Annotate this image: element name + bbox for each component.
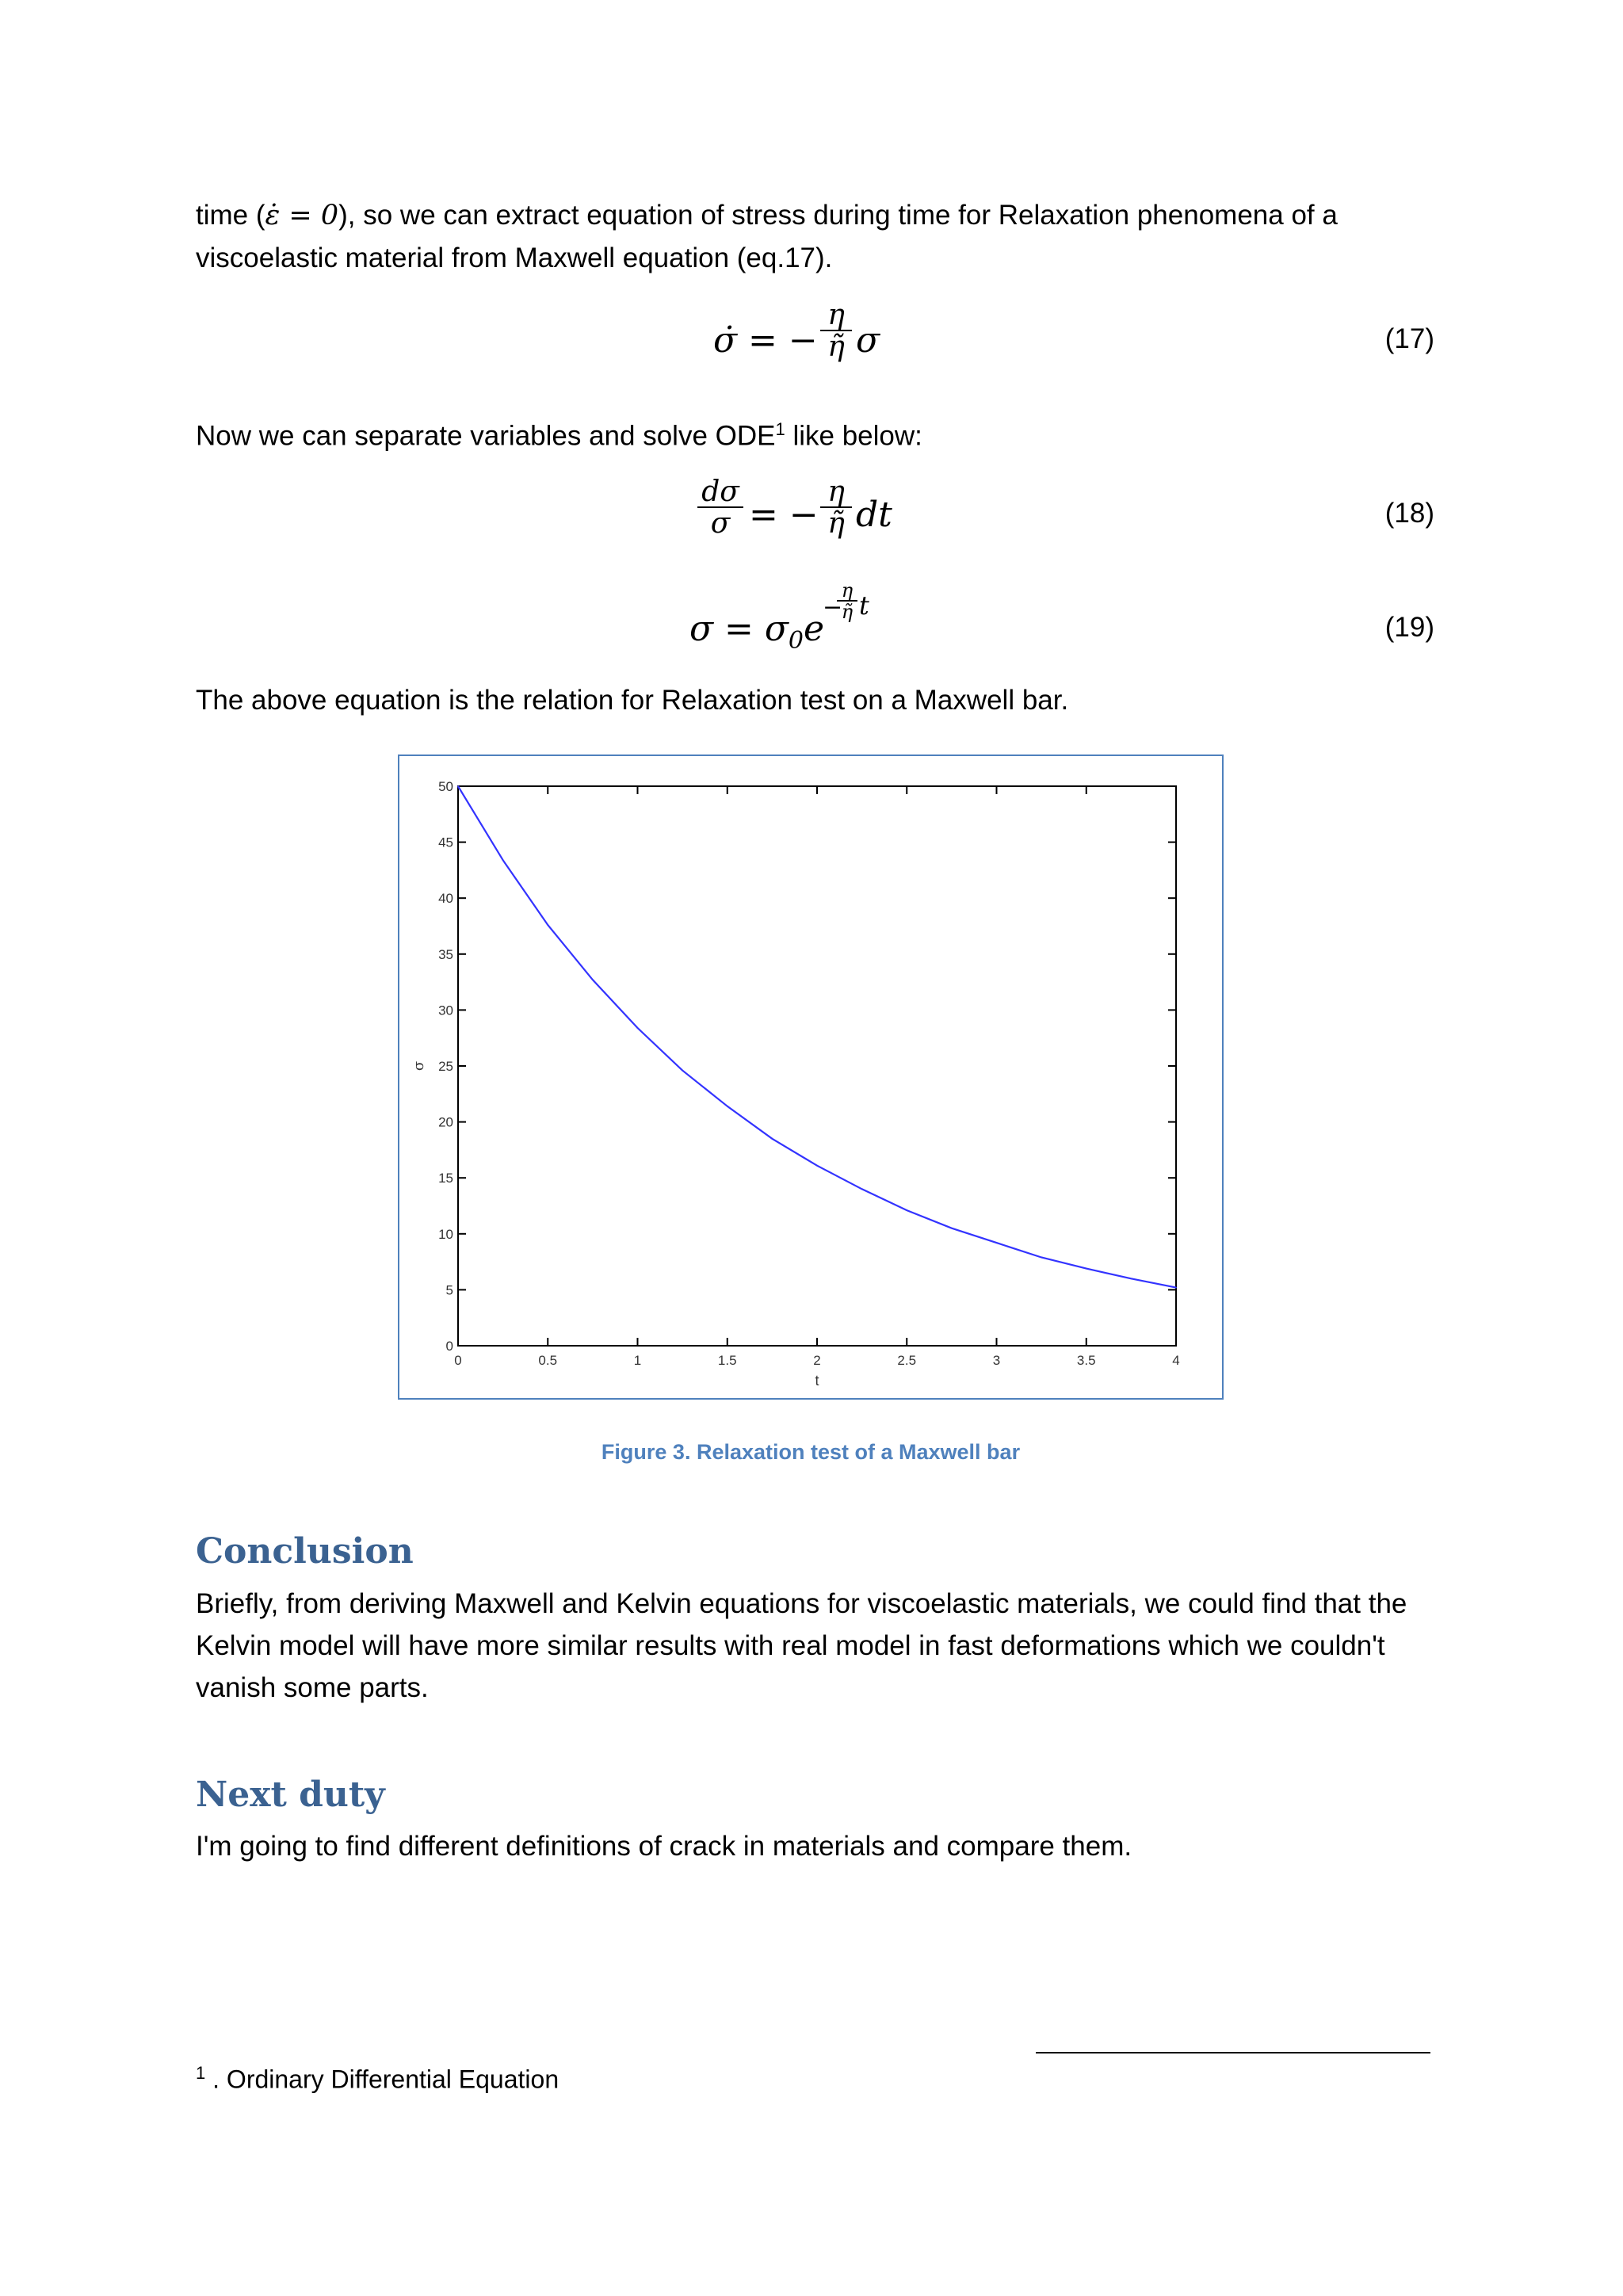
y-tick-label: 20 — [438, 1114, 453, 1130]
eq19-exp-numerator: η — [841, 579, 854, 602]
data-point — [1041, 1257, 1042, 1259]
x-tick-label: 0 — [454, 1353, 462, 1368]
data-point — [682, 1070, 683, 1072]
eq19-exp-sign: − — [823, 594, 843, 621]
eq18-rhs: dt — [856, 495, 892, 535]
data-point — [861, 1189, 863, 1190]
eq17-fraction — [820, 301, 852, 361]
eq17-denominator: η̃ — [820, 330, 852, 361]
y-tick-label: 10 — [438, 1226, 453, 1242]
eq17-numerator: η — [827, 299, 845, 331]
footnote-separator — [1036, 2052, 1430, 2053]
x-axis-label: t — [815, 1373, 819, 1389]
data-point — [1131, 1278, 1132, 1279]
eq17-number: (17) — [1384, 323, 1434, 354]
y-tick-label: 35 — [438, 946, 453, 962]
data-point — [951, 1228, 953, 1229]
conclusion-line-2: Kelvin model will have more similar results with real model in fast deformations which we couldn't — [196, 1630, 1385, 1661]
footnote-ref: 1 — [775, 419, 785, 439]
x-tick-label: 1.5 — [717, 1353, 737, 1368]
data-point — [502, 859, 504, 861]
y-tick-label: 15 — [438, 1171, 453, 1186]
eq19-lhs: $\sigma = \sigma_0e$ — [689, 609, 825, 655]
data-point — [1175, 1287, 1177, 1289]
y-tick-label: 0 — [445, 1339, 453, 1354]
intro-paragraph — [196, 194, 1432, 279]
data-point — [772, 1138, 773, 1140]
conclusion-line-1: Briefly, from deriving Maxwell and Kelvin equations for viscoelastic materials, we could find that the — [196, 1588, 1407, 1619]
next-duty-text: I'm going to find different definitions of crack in materials and compare them. — [196, 1831, 1132, 1862]
y-tick-label: 40 — [438, 891, 453, 907]
eq18-right-numerator: η — [827, 476, 845, 508]
data-point — [547, 924, 548, 926]
eq17-rhs: σ — [856, 320, 880, 361]
data-point — [906, 1209, 907, 1211]
footnote — [196, 2063, 559, 2095]
x-tick-label: 2.5 — [897, 1353, 917, 1368]
figure-frame — [398, 755, 1224, 1400]
y-tick-label: 50 — [438, 779, 453, 794]
eq18-number: (18) — [1384, 498, 1434, 529]
x-tick-label: 3.5 — [1076, 1353, 1096, 1368]
y-tick-label: 30 — [438, 1003, 453, 1018]
data-point — [996, 1242, 998, 1244]
footnote-mark: 1 — [196, 2063, 206, 2083]
data-point — [1086, 1268, 1087, 1270]
eq19-exp-denominator: η̃ — [837, 600, 857, 621]
y-tick-label: 45 — [438, 835, 453, 850]
relaxation-chart — [399, 756, 1222, 1398]
intro-line-1: time (ε̇ = 0), so we can extract equation of stress during time for Relaxation phenomena of a — [196, 200, 1338, 231]
data-point — [457, 785, 459, 787]
data-point — [816, 1165, 818, 1167]
eq18-left-numerator: dσ — [701, 476, 739, 508]
figure-caption: Figure 3. Relaxation test of a Maxwell bar — [601, 1440, 1021, 1464]
x-tick-label: 3 — [992, 1353, 1001, 1368]
next-duty-heading: Next duty — [196, 1775, 385, 1815]
x-tick-label: 2 — [813, 1353, 821, 1368]
conclusion-heading: Conclusion — [196, 1531, 414, 1572]
intro-line-2: viscoelastic material from Maxwell equation (eq.17). — [196, 243, 833, 273]
y-tick-label: 5 — [445, 1282, 453, 1298]
separate-variables-text: Now we can separate variables and solve ODE$^1$ like below: — [196, 419, 922, 452]
y-axis-label: σ — [411, 1060, 427, 1072]
relation-text: The above equation is the relation for Relaxation test on a Maxwell bar. — [196, 685, 1069, 716]
x-tick-label: 0.5 — [538, 1353, 558, 1368]
y-tick-label: 25 — [438, 1059, 453, 1074]
data-point — [727, 1106, 728, 1107]
eq18-left-fraction — [697, 478, 743, 538]
eq18-right-fraction — [820, 478, 852, 538]
x-tick-label: 4 — [1172, 1353, 1180, 1368]
eq19-exp-fraction — [837, 581, 857, 621]
eq19-number: (19) — [1384, 612, 1434, 643]
eq17-lhs: σ̇ = − — [713, 320, 818, 361]
data-point — [637, 1027, 639, 1029]
eq18-right-denominator: η̃ — [820, 506, 852, 538]
strain-rate-math: ε̇ = 0 — [265, 200, 339, 231]
conclusion-paragraph — [196, 1583, 1432, 1709]
eq19-exp-t: t — [859, 590, 869, 621]
x-tick-label: 1 — [633, 1353, 642, 1368]
conclusion-line-3: vanish some parts. — [196, 1672, 429, 1703]
eq18-left-denominator: σ — [697, 506, 743, 538]
eq18-mid: = − — [749, 495, 819, 535]
data-point — [592, 979, 594, 980]
plot-area — [458, 786, 1176, 1346]
footnote-text: . Ordinary Differential Equation — [205, 2065, 559, 2094]
